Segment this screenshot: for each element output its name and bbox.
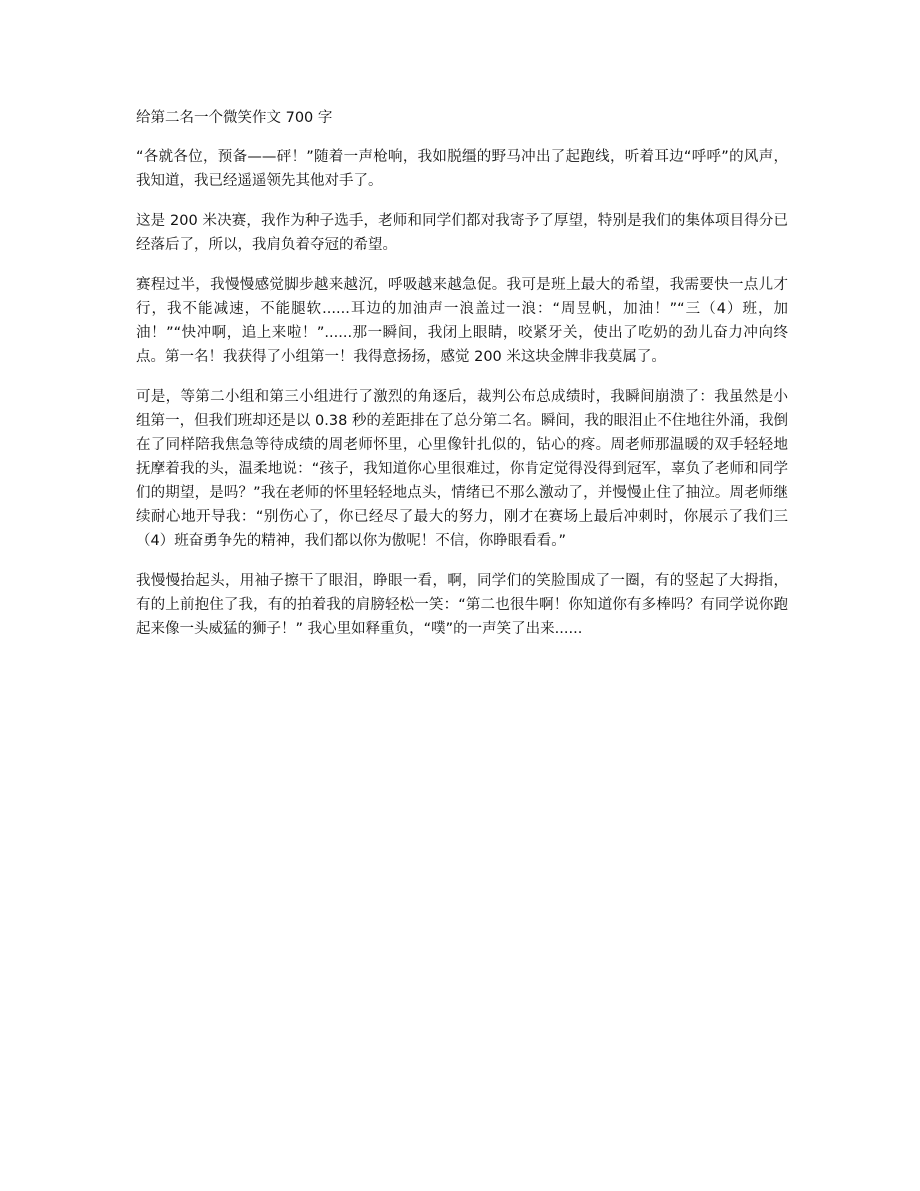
- paragraph-classmates-smile: 我慢慢抬起头，用袖子擦干了眼泪，睁眼一看，啊，同学们的笑脸围成了一圈，有的竖起了大拇指，有的上前抱住了我，有的拍着我的肩膀轻松一笑：“第二也很牛啊！你知道你有多棒吗？有同学说你跑起来像一头威猛的狮子！” 我心里如释重负，“噗”的一声笑了出来......: [136, 573, 788, 637]
- paragraph-sprint-finish: 赛程过半，我慢慢感觉脚步越来越沉，呼吸越来越急促。我可是班上最大的希望，我需要快一点儿才行，我不能减速，不能腿软......耳边的加油声一浪盖过一浪：“周昱帆，加油！”“三（4）班，加油！”“快冲啊，追上来啦！”......那一瞬间，我闭上眼睛，咬紧牙关，使出了吃奶的劲儿奋力冲向终点。第一名！我获得了小组第一！我得意扬扬，感觉 200 米这块金牌非我莫属了。: [136, 277, 788, 365]
- document-page: [136, 106, 788, 657]
- document-title: 给第二名一个微笑作文 700 字: [136, 110, 333, 126]
- paragraph-start-race: “各就各位，预备——砰！”随着一声枪响，我如脱缰的野马冲出了起跑线，听着耳边“呼呼”的风声，我知道，我已经遥遥领先其他对手了。: [136, 149, 788, 189]
- paragraph-second-place: 可是，等第二小组和第三小组进行了激烈的角逐后，裁判公布总成绩时，我瞬间崩溃了：我虽然是小组第一，但我们班却还是以 0.38 秒的差距排在了总分第二名。瞬间，我的眼泪止不住地往外涌，我倒在了同样陪我焦急等待成绩的周老师怀里，心里像针扎似的，钻心的疼。周老师那温暖的双手轻轻地抚摩着我的头，温柔地说：“孩子，我知道你心里很难过，你肯定觉得没得到冠军，辜负了老师和同学们的期望，是吗？”我在老师的怀里轻轻地点头，情绪已不那么激动了，并慢慢止住了抽泣。周老师继续耐心地开导我：“别伤心了，你已经尽了最大的努力，刚才在赛场上最后冲刺时，你展示了我们三（4）班奋勇争先的精神，我们都以你为傲呢！不信，你睁眼看看。”: [136, 389, 788, 549]
- paragraph-final-expectations: 这是 200 米决赛，我作为种子选手，老师和同学们都对我寄予了厚望，特别是我们的集体项目得分已经落后了，所以，我肩负着夺冠的希望。: [136, 213, 788, 253]
